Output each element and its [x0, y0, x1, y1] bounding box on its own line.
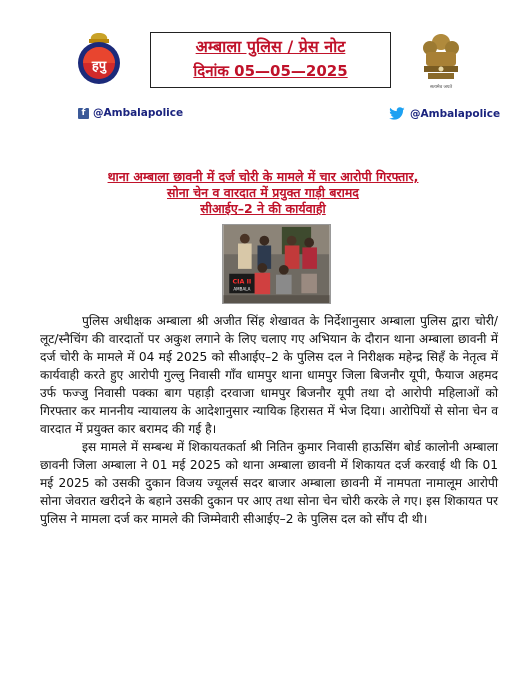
body-paragraph-1: पुलिस अधीक्षक अम्बाला श्री अजीत सिंह शेखावत के निर्देशानुसार अम्बाला पुलिस द्वारा चोरी/लूट/स्नैचिंग की वारदातों पर अकुश लगाने के लिए चलाए गए अभियान के दौरान थाना अम्बाला छावनी में दर्ज चोरी के मामले में 04 मई 2025 को सीआईए–2 के पुलिस दल ने निरीक्षक महेन्द्र सिहँ के नेतृत्व में कार्यवाही करते हुए आरोपी गुल्लु निवासी गाँव धामपुर थाना धामपुर जिला बिजनौर यूपी, फैयाज अहमद उर्फ फज्जु निवासी पक्का बाग पहाड़ी दरवाजा धामपुर बिजनौर यूपी तथा दो आरोपी महिलाओं को गिरफ्तार कर माननीय न्यायालय के आदेशानुसार न्यायिक हिरासत में भेज दिया। आरोपियों से सोना चेन व वारदात में प्रयुक्त कार बरामद की गई है।: [40, 314, 498, 436]
headline-line-1: थाना अम्बाला छावनी में दर्ज चोरी के मामले में चार आरोपी गिरफ्तार,: [107, 169, 419, 184]
headline-line-2: सोना चेन व वारदात में प्रयुक्त गाड़ी बरामद: [167, 185, 359, 200]
haryana-police-logo-icon: [74, 30, 124, 86]
facebook-handle: @Ambalapolice: [93, 107, 184, 119]
press-note-body: [40, 312, 498, 528]
press-note-title: अम्बाला पुलिस / प्रेस नोट: [195, 37, 346, 56]
headline: [30, 169, 496, 217]
emblem-caption: सत्यमेव जयते: [429, 85, 453, 90]
facebook-handle-row[interactable]: [78, 107, 183, 119]
press-note-date: दिनांक 05—05—2025: [193, 62, 348, 80]
headline-line-3: सीआईए–2 ने की कार्यवाही: [200, 201, 326, 216]
cia-board-text: CIA II: [232, 278, 252, 286]
twitter-handle: @Ambalapolice: [410, 108, 501, 120]
cia-board-subtext: AMBALA: [233, 286, 251, 292]
facebook-icon: f: [78, 108, 89, 119]
logo-letters: हपु: [91, 59, 107, 74]
arrest-photo: [222, 224, 331, 304]
twitter-handle-row[interactable]: [388, 107, 500, 121]
body-paragraph-2: इस मामले में सम्बन्ध में शिकायतकर्ता श्री नितिन कुमार निवासी हाऊसिंग बोर्ड कालोनी अम्बाला छावनी जिला अम्बाला ने 01 मई 2025 को थाना अम्बाला छावनी में शिकायत दर्ज करवाई थी कि 01 मई 2025 को उसकी दुकान विजय ज्यूलर्स सदर बाजार अम्बाला छावनी में नामपता नामालूम आरोपी सोना जेवरात खरीदने के बहाने उसकी दुकान पर आए तथा सोना चेन चोरी करके ले गए। इस शिकायत पर पुलिस ने मामला दर्ज कर मामले की जिम्मेवारी सीआईए–2 के पुलिस दल को सौंप दी थी।: [40, 440, 498, 526]
national-emblem-icon: [416, 30, 466, 92]
twitter-bird-icon: [388, 107, 406, 121]
press-note-title-box: [150, 32, 391, 88]
